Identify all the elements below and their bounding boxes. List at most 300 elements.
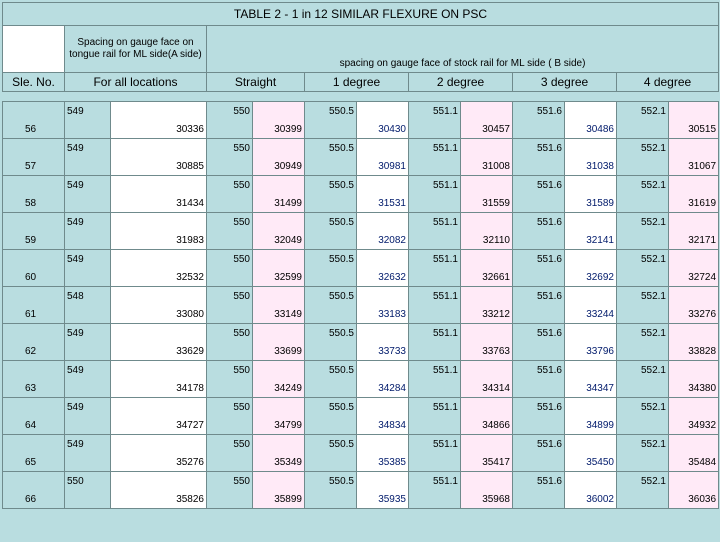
sle-no-header: Sle. No. — [3, 73, 65, 92]
straight-spacing: 550 — [207, 287, 253, 306]
table-row — [3, 157, 719, 176]
deg1-pad — [305, 305, 357, 324]
straight-spacing: 550 — [207, 324, 253, 343]
table-row — [3, 398, 719, 417]
straight-pad — [207, 120, 253, 139]
deg1-pad — [305, 342, 357, 361]
straight-pad — [207, 231, 253, 250]
deg1-distance: 33733 — [357, 342, 409, 361]
table-row — [3, 268, 719, 287]
tongue-pad — [65, 194, 111, 213]
straight-pad — [207, 490, 253, 509]
deg2-pad — [409, 268, 461, 287]
deg1-value-cell — [357, 287, 409, 306]
deg2-distance: 33763 — [461, 342, 513, 361]
deg1-value-cell — [357, 176, 409, 195]
tongue-value-cell — [111, 361, 207, 380]
straight-value-cell — [253, 287, 305, 306]
deg1-value-cell — [357, 472, 409, 491]
tongue-value-cell — [111, 139, 207, 158]
deg4-distance: 35484 — [669, 453, 719, 472]
deg4-distance: 36036 — [669, 490, 719, 509]
table-row — [3, 176, 719, 195]
deg2-distance: 31559 — [461, 194, 513, 213]
deg4-pad — [617, 194, 669, 213]
deg3-pad — [513, 231, 565, 250]
deg3-spacing: 551.6 — [513, 287, 565, 306]
sle-no: 63 — [3, 379, 65, 398]
table-row — [3, 213, 719, 232]
deg2-spacing: 551.1 — [409, 398, 461, 417]
tongue-spacing: 549 — [65, 176, 111, 195]
deg4-distance: 30515 — [669, 120, 719, 139]
deg2-spacing: 551.1 — [409, 213, 461, 232]
deg2-spacing: 551.1 — [409, 102, 461, 121]
table-row — [3, 120, 719, 139]
deg3-value-cell — [565, 435, 617, 454]
tongue-value-cell — [111, 250, 207, 269]
flexure-table — [2, 2, 719, 509]
table-row — [3, 361, 719, 380]
deg4-distance: 33828 — [669, 342, 719, 361]
straight-spacing: 550 — [207, 398, 253, 417]
deg2-value-cell — [461, 250, 513, 269]
straight-distance: 30399 — [253, 120, 305, 139]
deg2-spacing: 551.1 — [409, 139, 461, 158]
table-row — [3, 435, 719, 454]
sle-no: 59 — [3, 231, 65, 250]
deg1-distance: 35935 — [357, 490, 409, 509]
deg1-spacing: 550.5 — [305, 435, 357, 454]
straight-spacing: 550 — [207, 250, 253, 269]
deg1-spacing: 550.5 — [305, 176, 357, 195]
deg3-value-cell — [565, 176, 617, 195]
tongue-value-cell — [111, 435, 207, 454]
sle-no-cell-top — [3, 102, 65, 121]
deg3-spacing: 551.6 — [513, 361, 565, 380]
tongue-pad — [65, 453, 111, 472]
deg1-pad — [305, 194, 357, 213]
3-degree-header: 3 degree — [513, 73, 617, 92]
deg3-value-cell — [565, 398, 617, 417]
deg3-distance: 31038 — [565, 157, 617, 176]
deg4-distance: 32724 — [669, 268, 719, 287]
tongue-pad — [65, 231, 111, 250]
deg4-spacing: 552.1 — [617, 435, 669, 454]
table-row — [3, 490, 719, 509]
deg4-pad — [617, 305, 669, 324]
deg1-value-cell — [357, 398, 409, 417]
straight-distance: 33699 — [253, 342, 305, 361]
deg1-pad — [305, 157, 357, 176]
tongue-value-cell — [111, 102, 207, 121]
deg4-pad — [617, 342, 669, 361]
table-title: TABLE 2 - 1 in 12 SIMILAR FLEXURE ON PSC — [3, 3, 719, 26]
deg2-distance: 32661 — [461, 268, 513, 287]
straight-pad — [207, 379, 253, 398]
tongue-spacing: 549 — [65, 435, 111, 454]
deg2-spacing: 551.1 — [409, 472, 461, 491]
tongue-spacing: 550 — [65, 472, 111, 491]
deg4-distance: 32171 — [669, 231, 719, 250]
deg4-value-cell — [669, 324, 719, 343]
sle-no-cell-top — [3, 398, 65, 417]
deg2-distance: 34866 — [461, 416, 513, 435]
deg3-spacing: 551.6 — [513, 398, 565, 417]
2-degree-header: 2 degree — [409, 73, 513, 92]
straight-spacing: 550 — [207, 213, 253, 232]
deg2-distance: 30457 — [461, 120, 513, 139]
sle-no: 58 — [3, 194, 65, 213]
deg4-spacing: 552.1 — [617, 250, 669, 269]
table-row — [3, 194, 719, 213]
table-row — [3, 102, 719, 121]
sle-no: 62 — [3, 342, 65, 361]
sle-no-cell-top — [3, 176, 65, 195]
deg4-pad — [617, 157, 669, 176]
deg4-spacing: 552.1 — [617, 361, 669, 380]
deg2-spacing: 551.1 — [409, 324, 461, 343]
deg3-distance: 33244 — [565, 305, 617, 324]
deg2-value-cell — [461, 361, 513, 380]
deg2-pad — [409, 379, 461, 398]
deg2-spacing: 551.1 — [409, 287, 461, 306]
straight-value-cell — [253, 472, 305, 491]
straight-spacing: 550 — [207, 472, 253, 491]
deg1-value-cell — [357, 139, 409, 158]
deg2-pad — [409, 453, 461, 472]
deg4-value-cell — [669, 435, 719, 454]
deg1-distance: 30430 — [357, 120, 409, 139]
deg1-pad — [305, 120, 357, 139]
tongue-pad — [65, 416, 111, 435]
deg2-value-cell — [461, 435, 513, 454]
tongue-distance: 31983 — [111, 231, 207, 250]
sle-no-cell-top — [3, 435, 65, 454]
deg3-pad — [513, 416, 565, 435]
tongue-distance: 32532 — [111, 268, 207, 287]
straight-distance: 34249 — [253, 379, 305, 398]
deg2-distance: 35417 — [461, 453, 513, 472]
deg4-distance: 34380 — [669, 379, 719, 398]
table-row — [3, 287, 719, 306]
deg4-value-cell — [669, 213, 719, 232]
tongue-spacing: 549 — [65, 398, 111, 417]
deg3-pad — [513, 305, 565, 324]
tongue-distance: 33080 — [111, 305, 207, 324]
tongue-distance: 30336 — [111, 120, 207, 139]
deg1-pad — [305, 490, 357, 509]
deg3-distance: 33796 — [565, 342, 617, 361]
deg3-value-cell — [565, 139, 617, 158]
sle-no: 61 — [3, 305, 65, 324]
deg1-pad — [305, 453, 357, 472]
for-all-locations-header: For all locations — [65, 73, 207, 92]
sle-no: 60 — [3, 268, 65, 287]
tongue-value-cell — [111, 398, 207, 417]
deg3-spacing: 551.6 — [513, 435, 565, 454]
straight-distance: 32049 — [253, 231, 305, 250]
straight-value-cell — [253, 213, 305, 232]
deg3-pad — [513, 194, 565, 213]
deg4-pad — [617, 490, 669, 509]
deg3-value-cell — [565, 287, 617, 306]
table-row — [3, 453, 719, 472]
sle-no: 65 — [3, 453, 65, 472]
deg4-spacing: 552.1 — [617, 213, 669, 232]
straight-spacing: 550 — [207, 435, 253, 454]
straight-pad — [207, 416, 253, 435]
deg1-distance: 30981 — [357, 157, 409, 176]
sle-no-cell-top — [3, 139, 65, 158]
deg3-distance: 30486 — [565, 120, 617, 139]
deg1-pad — [305, 268, 357, 287]
deg3-pad — [513, 120, 565, 139]
deg3-distance: 36002 — [565, 490, 617, 509]
straight-distance: 33149 — [253, 305, 305, 324]
deg3-pad — [513, 342, 565, 361]
deg2-value-cell — [461, 176, 513, 195]
deg1-spacing: 550.5 — [305, 102, 357, 121]
deg3-pad — [513, 379, 565, 398]
straight-distance: 35349 — [253, 453, 305, 472]
straight-spacing: 550 — [207, 139, 253, 158]
deg2-value-cell — [461, 324, 513, 343]
deg1-distance: 34834 — [357, 416, 409, 435]
deg1-value-cell — [357, 361, 409, 380]
sle-no-cell-top — [3, 213, 65, 232]
tongue-value-cell — [111, 176, 207, 195]
deg1-pad — [305, 231, 357, 250]
straight-spacing: 550 — [207, 176, 253, 195]
table-row — [3, 250, 719, 269]
deg1-distance: 33183 — [357, 305, 409, 324]
deg2-value-cell — [461, 102, 513, 121]
deg2-value-cell — [461, 398, 513, 417]
deg4-pad — [617, 268, 669, 287]
deg3-spacing: 551.6 — [513, 213, 565, 232]
deg1-distance: 31531 — [357, 194, 409, 213]
deg3-distance: 34899 — [565, 416, 617, 435]
deg2-value-cell — [461, 472, 513, 491]
deg4-distance: 31619 — [669, 194, 719, 213]
tongue-value-cell — [111, 287, 207, 306]
deg2-distance: 35968 — [461, 490, 513, 509]
deg3-value-cell — [565, 213, 617, 232]
deg4-value-cell — [669, 102, 719, 121]
tongue-distance: 35826 — [111, 490, 207, 509]
deg2-distance: 34314 — [461, 379, 513, 398]
4-degree-header: 4 degree — [617, 73, 719, 92]
deg4-value-cell — [669, 361, 719, 380]
deg2-spacing: 551.1 — [409, 250, 461, 269]
deg4-distance: 33276 — [669, 305, 719, 324]
deg1-value-cell — [357, 213, 409, 232]
tongue-spacing: 549 — [65, 324, 111, 343]
deg3-distance: 31589 — [565, 194, 617, 213]
deg2-value-cell — [461, 139, 513, 158]
sle-no-cell-top — [3, 361, 65, 380]
deg3-value-cell — [565, 250, 617, 269]
tongue-spacing: 549 — [65, 250, 111, 269]
deg2-value-cell — [461, 287, 513, 306]
deg4-value-cell — [669, 472, 719, 491]
deg1-spacing: 550.5 — [305, 361, 357, 380]
deg3-spacing: 551.6 — [513, 139, 565, 158]
deg1-value-cell — [357, 435, 409, 454]
deg2-pad — [409, 120, 461, 139]
deg3-pad — [513, 268, 565, 287]
straight-value-cell — [253, 139, 305, 158]
tongue-pad — [65, 305, 111, 324]
tongue-value-cell — [111, 472, 207, 491]
deg2-pad — [409, 194, 461, 213]
deg2-pad — [409, 157, 461, 176]
deg2-value-cell — [461, 213, 513, 232]
straight-value-cell — [253, 361, 305, 380]
deg4-pad — [617, 453, 669, 472]
deg3-pad — [513, 490, 565, 509]
deg4-value-cell — [669, 287, 719, 306]
straight-distance: 32599 — [253, 268, 305, 287]
deg4-spacing: 552.1 — [617, 324, 669, 343]
deg3-distance: 35450 — [565, 453, 617, 472]
blank-header-cell — [3, 26, 65, 73]
deg1-distance: 32082 — [357, 231, 409, 250]
tongue-spacing: 549 — [65, 139, 111, 158]
sle-no: 57 — [3, 157, 65, 176]
deg1-spacing: 550.5 — [305, 287, 357, 306]
1-degree-header: 1 degree — [305, 73, 409, 92]
straight-value-cell — [253, 176, 305, 195]
deg3-distance: 34347 — [565, 379, 617, 398]
deg1-distance: 32632 — [357, 268, 409, 287]
deg1-pad — [305, 379, 357, 398]
straight-pad — [207, 453, 253, 472]
sle-no-cell-top — [3, 324, 65, 343]
table-row — [3, 416, 719, 435]
sle-no-cell-top — [3, 287, 65, 306]
tongue-spacing: 549 — [65, 213, 111, 232]
deg2-spacing: 551.1 — [409, 361, 461, 380]
table-row — [3, 139, 719, 158]
deg4-value-cell — [669, 250, 719, 269]
straight-value-cell — [253, 250, 305, 269]
deg4-pad — [617, 379, 669, 398]
straight-distance: 31499 — [253, 194, 305, 213]
tongue-distance: 33629 — [111, 342, 207, 361]
deg3-value-cell — [565, 102, 617, 121]
tongue-spacing: 549 — [65, 361, 111, 380]
table-row — [3, 305, 719, 324]
straight-value-cell — [253, 102, 305, 121]
sle-no: 56 — [3, 120, 65, 139]
straight-value-cell — [253, 435, 305, 454]
deg1-spacing: 550.5 — [305, 398, 357, 417]
sle-no-cell-top — [3, 472, 65, 491]
straight-value-cell — [253, 398, 305, 417]
deg2-pad — [409, 490, 461, 509]
table-row — [3, 231, 719, 250]
sle-no: 64 — [3, 416, 65, 435]
straight-pad — [207, 342, 253, 361]
deg3-spacing: 551.6 — [513, 102, 565, 121]
deg1-spacing: 550.5 — [305, 250, 357, 269]
deg3-value-cell — [565, 361, 617, 380]
table-row — [3, 342, 719, 361]
deg4-pad — [617, 231, 669, 250]
tongue-value-cell — [111, 213, 207, 232]
deg2-pad — [409, 305, 461, 324]
tongue-pad — [65, 120, 111, 139]
deg2-spacing: 551.1 — [409, 176, 461, 195]
straight-spacing: 550 — [207, 361, 253, 380]
tongue-pad — [65, 268, 111, 287]
deg4-value-cell — [669, 176, 719, 195]
deg1-spacing: 550.5 — [305, 139, 357, 158]
deg2-distance: 33212 — [461, 305, 513, 324]
deg4-distance: 31067 — [669, 157, 719, 176]
straight-header: Straight — [207, 73, 305, 92]
straight-distance: 34799 — [253, 416, 305, 435]
straight-pad — [207, 157, 253, 176]
deg3-pad — [513, 453, 565, 472]
deg1-value-cell — [357, 250, 409, 269]
deg3-value-cell — [565, 324, 617, 343]
deg3-value-cell — [565, 472, 617, 491]
deg4-value-cell — [669, 139, 719, 158]
straight-pad — [207, 268, 253, 287]
deg4-spacing: 552.1 — [617, 472, 669, 491]
tongue-distance: 35276 — [111, 453, 207, 472]
tongue-rail-note: Spacing on gauge face on tongue rail for ML side(A side) — [65, 26, 207, 73]
table-row — [3, 324, 719, 343]
tongue-spacing: 549 — [65, 102, 111, 121]
straight-distance: 30949 — [253, 157, 305, 176]
tongue-spacing: 548 — [65, 287, 111, 306]
deg4-spacing: 552.1 — [617, 287, 669, 306]
tongue-pad — [65, 342, 111, 361]
deg4-pad — [617, 416, 669, 435]
table-row — [3, 379, 719, 398]
deg4-spacing: 552.1 — [617, 176, 669, 195]
tongue-distance: 34178 — [111, 379, 207, 398]
deg3-distance: 32141 — [565, 231, 617, 250]
deg3-spacing: 551.6 — [513, 250, 565, 269]
deg4-spacing: 552.1 — [617, 102, 669, 121]
deg2-spacing: 551.1 — [409, 435, 461, 454]
sle-no: 66 — [3, 490, 65, 509]
deg1-spacing: 550.5 — [305, 472, 357, 491]
deg1-value-cell — [357, 324, 409, 343]
deg1-distance: 35385 — [357, 453, 409, 472]
deg1-value-cell — [357, 102, 409, 121]
deg1-distance: 34284 — [357, 379, 409, 398]
deg1-spacing: 550.5 — [305, 324, 357, 343]
tongue-value-cell — [111, 324, 207, 343]
deg3-distance: 32692 — [565, 268, 617, 287]
sle-no-cell-top — [3, 250, 65, 269]
straight-pad — [207, 194, 253, 213]
header-spacer — [3, 92, 719, 102]
straight-value-cell — [253, 324, 305, 343]
deg2-pad — [409, 416, 461, 435]
straight-pad — [207, 305, 253, 324]
stock-rail-note: spacing on gauge face of stock rail for ML side ( B side) — [207, 26, 719, 73]
tongue-pad — [65, 379, 111, 398]
straight-distance: 35899 — [253, 490, 305, 509]
deg1-pad — [305, 416, 357, 435]
